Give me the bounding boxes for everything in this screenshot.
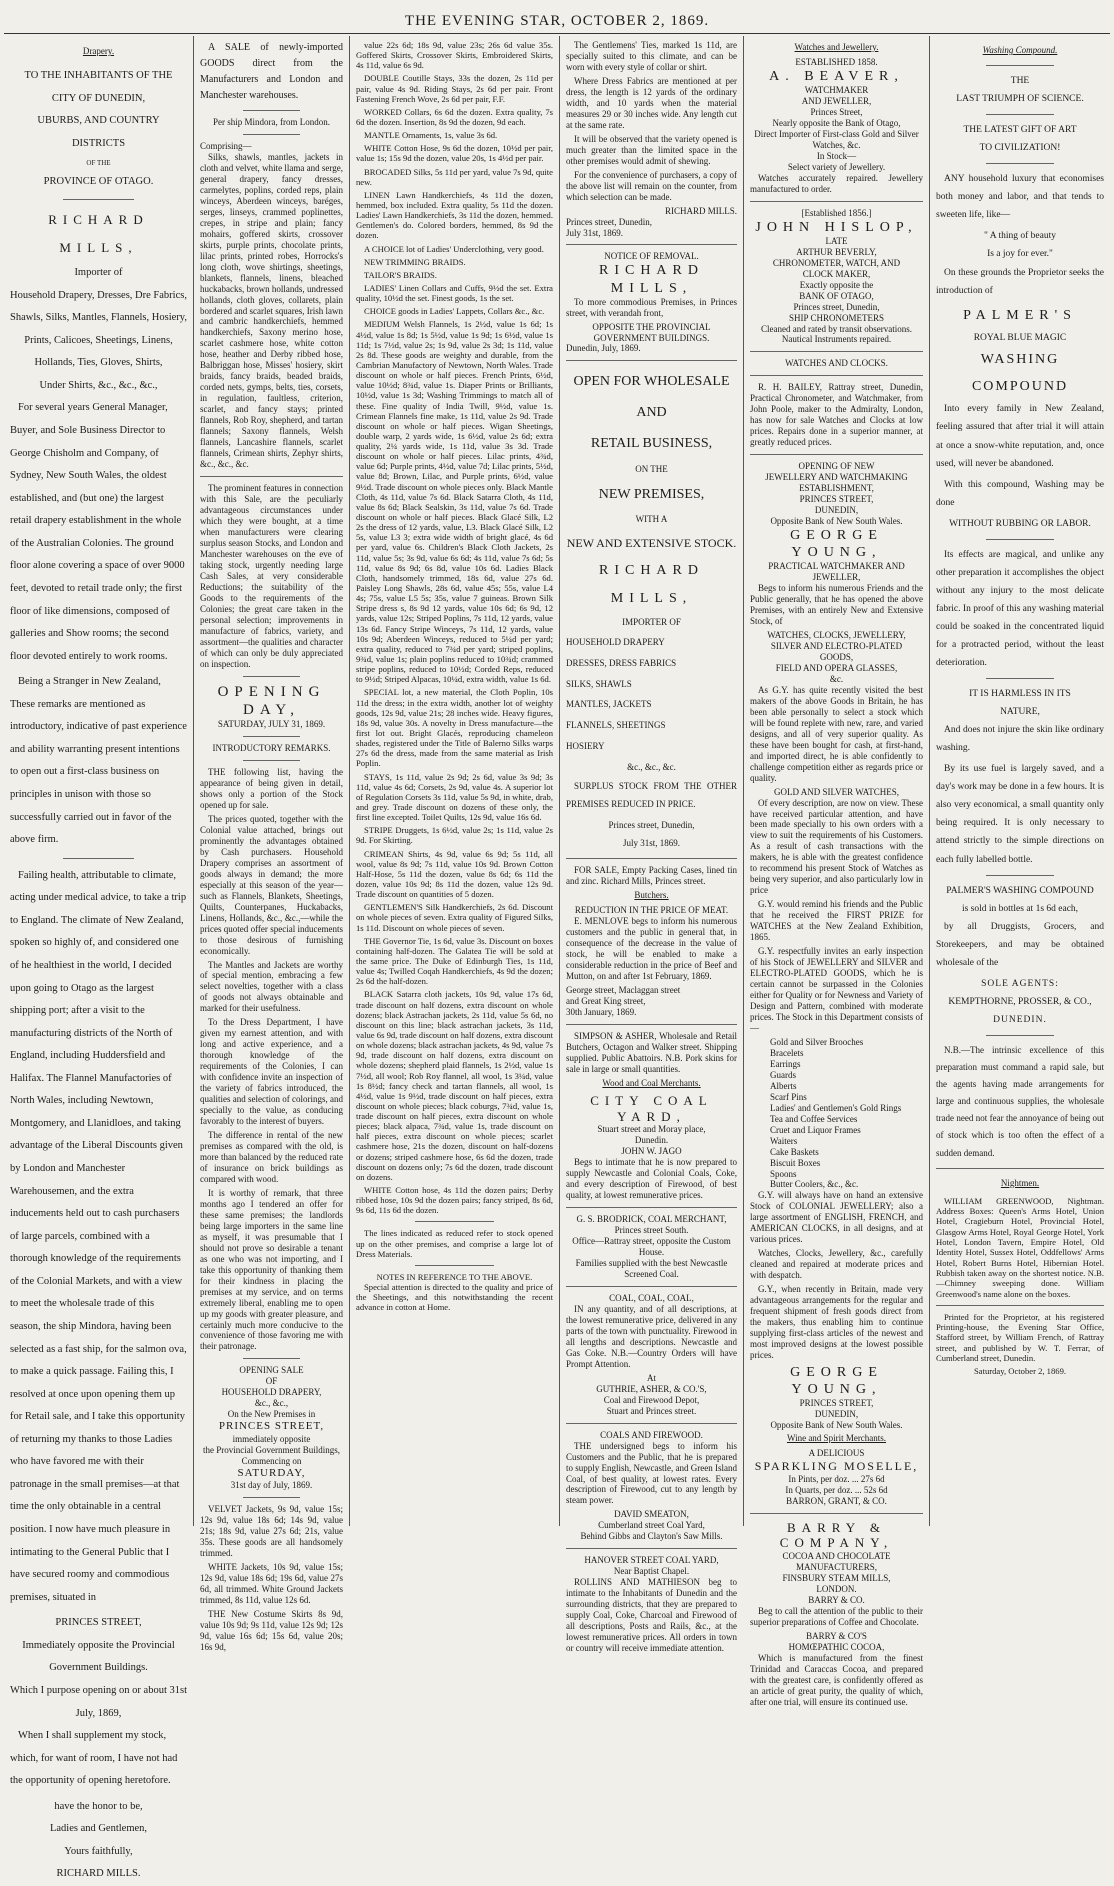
smeaton-location: Behind Gibbs and Clayton's Saw Mills. (580, 1531, 723, 1542)
barry-line: BARRY & CO. (808, 1595, 865, 1606)
remark-3: The Mantles and Jackets are worthy of special mention, embracing a few select novelties, together with a class of goods not always obtainable and marked for their usefulness. (200, 959, 343, 1014)
price-item: BLACK Satarra cloth jackets, 10s 9d, value 17s 6d, trade discount on half dozens, extra discount on whole dozens; black Astrachan jackets, 2s 11d, value 5s 6d, no discount on this line; black astrachan jackets, 3s 11d, value 6s 9d, trade discount on half dozens, extra discount on whole dozens; black astrachan jackets, 4s 9d, value 7s 9d, trade discount on half dozens, extra discount on whole dozens; shepherd plaid flannels, 1s 2½d, value 1s 7½d, all wool; Rob Roy flannel, all wool, 1s 3¼d, value 1s 8½d; fancy check and tartan flannels, all wool, 1s 4½d, value 1s 9½d, trade discount on half pieces, extra discount on whole pieces; black coburgs, 7¾d, value 1s, trade discount on half pieces, extra discount on whole pieces; black alpaca, 7¾d, value 1s, trade discount on half pieces, extra discount on whole pieces; scarlet cashmere hose, 21s the dozen, discount on half-dozens or dozens; striped cashmere hose, 6s 6d the dozen, trade discount on dozens only; 7s 6d the dozen, trade discount on dozens. (356, 989, 553, 1182)
latest-gift: THE LATEST GIFT OF ART (963, 125, 1077, 136)
brodrick-address: Princes street South. (614, 1225, 689, 1236)
date-line: July 31st, 1869. (566, 227, 624, 238)
stock-line: HOSIERY (566, 740, 605, 751)
young-role: PRACTICAL WATCHMAKER AND JEWELLER, (768, 561, 905, 583)
goods-line-4: Hollands, Ties, Gloves, Shirts, (34, 357, 163, 369)
homeopathic-body: Which is manufactured from the finest Trinidad and Caraccas Cocoa, and prepared with the greatest care, is confidently offered as an article of great purity, the quality of which, after one trial, will ensure its continued use. (750, 1652, 923, 1707)
coal-at: At (647, 1372, 656, 1383)
meat-address: and Great King street, (566, 995, 646, 1006)
signature: RICHARD MILLS. (56, 1868, 141, 1880)
divider (750, 351, 923, 352)
sold-in-bottles: is sold in bottles at 1s 6d each, (961, 903, 1079, 914)
barron-grant: BARRON, GRANT, & CO. (786, 1495, 887, 1506)
price-item: DOUBLE Coutille Stays, 33s the dozen, 2s 11d per pair, value 4s 9d. Riding Stays, 2s 6d per pair. Front Fastening French Wove, 2s 6d per pair, F.F. (356, 73, 553, 104)
features-paragraph: The prominent features in connection with this Sale, are the peculiarly advantageous circumstances under which they were bought, at a time when manufacturers were clearing surplus season Stocks, and London and Manchester warehouses on the eve of taking stock, urgently needing large Cash Sales, at very considerable Reductions; the suitability of the Goods to the requirements of the Colonies; the great care taken in the personal selection; improvements in manufacture of fabrics, variety, and assortment—the qualities and character of which can only be duly appreciated on inspection. (200, 483, 343, 669)
coal-depot: Coal and Firewood Depot, (603, 1394, 700, 1405)
stock-line: MANTLES, JACKETS (566, 699, 652, 710)
reduced-note: The lines indicated as reduced refer to stock opened up on the other premises, and comprise a large lot of Dress Materials. (356, 1228, 553, 1259)
hislop-line: Princes street, Dunedin, (793, 301, 880, 312)
closing-3: Yours faithfully, (64, 1845, 133, 1857)
stock-item: Alberts (770, 1080, 797, 1091)
brodrick-name: G. S. BRODRICK, COAL MERCHANT, (576, 1214, 727, 1225)
ties-note: The Gentlemens' Ties, marked 1s 11d, are specially suited to this climate, and can be worn with every style of collar or shirt. (566, 40, 737, 72)
remark-2: The prices quoted, together with the Colonial value attached, brings out prominently the advantages obtained by Cash purchasers. Household Drapery comprises an assortment of goods always in demand; the more especially at this season of the year—such as Flannels, Blankets, Sheetings, Quilts, Counterpanes, Huckabacks, Linens, Hollands, &c., &c.,—while the prices quoted offer special inducements to those desirous of furnishing economically. (200, 813, 343, 956)
body-paragraph-2: Being a Stranger in New Zealand, These remarks are mentioned as introductory, indicative of past experience and ability warranting present intentions to open out a first-class business on principles in unison with those so successfully carried out in favor of the above firm. (10, 676, 187, 846)
column-5 (744, 36, 930, 1707)
section-wood-coal: Wood and Coal Merchants. (602, 1077, 701, 1088)
civilization: TO CIVILIZATION! (979, 143, 1061, 154)
moselle-heading: SPARKLING MOSELLE, (754, 1458, 919, 1473)
established-2: [Established 1856.] (801, 207, 872, 218)
divider (566, 244, 737, 245)
remark-5: The difference in rental of the new premises as compared with the old, is more than balanced by the reduced rate of insurance on brick buildings as compared with wood. (200, 1130, 343, 1184)
open-line-4: NEW PREMISES, (598, 486, 705, 502)
divider (750, 375, 923, 376)
price-item: NEW TRIMMING BRAIDS. (364, 256, 466, 267)
variety-note: It will be observed that the variety opened is much greater than the limited space in the other premises would admit of shewing. (566, 133, 737, 166)
stock-item: Cake Baskets (770, 1146, 819, 1157)
delicious-label: A DELICIOUS (808, 1448, 865, 1458)
quote-2: Is a joy for ever." (987, 249, 1053, 260)
sale-line-11: 31st day of July, 1869. (230, 1479, 313, 1490)
sale-line-5: On the New Premises in (227, 1409, 316, 1420)
sale-line-7: immediately opposite (232, 1433, 311, 1444)
signature: RICHARD MILLS. (664, 205, 737, 216)
hislop-name: JOHN HISLOP, (755, 219, 918, 235)
divider (566, 1423, 737, 1424)
goods-line-5: Under Shirts, &c., &c., &c., (39, 379, 158, 391)
young-paragraph-7: G.Y., when recently in Britain, made very advantageous arrangements for the regular and frequent shipment of fresh goods direct from the makers, thus enabling him to continue supplying first-class articles of the newest and most improved designs at the lowest possible prices. (750, 1284, 923, 1360)
price-quarts: In Quarts, per doz. ... 52s 6d (785, 1484, 888, 1495)
smeaton-yard: Cumberland street Coal Yard, (598, 1520, 705, 1531)
imprint-date: Saturday, October 2, 1869. (973, 1366, 1067, 1377)
body-paragraph-5: When I shall supplement my stock, which, for want of room, I have not had the opportunity of opening heretofore. (10, 1730, 178, 1787)
divider (986, 539, 1053, 540)
masthead (0, 0, 1114, 30)
established: ESTABLISHED 1858. (795, 56, 878, 67)
copy-note: For the convenience of purchasers, a copy of the above list will remain on the counter, from which selection can be made. (566, 169, 737, 202)
washing-p7: By its use fuel is largely saved, and a day's work may be done in a few hours. It is also very economical, a small quantity only being required. It is only necessary to attend strictly to the simple directions on each fully labelled bottle. (936, 764, 1104, 865)
divider (200, 476, 343, 477)
opening-line: OPENING OF NEW (798, 461, 875, 472)
imprint: Printed for the Proprietor, at his registered Printing-house, the Evening Star Office, Stafford street, by William French, of Rattray street, and published by W. T. Ferrar, of Cumberland street, Dunedin. (936, 1311, 1104, 1364)
young-paragraph-3: G.Y. would remind his friends and the Public that he received the FIRST PRIZE for WATCHES at the New Zealand Exhibition, 1865. (750, 899, 923, 943)
divider (63, 199, 134, 200)
stock-item: Earrings (770, 1058, 801, 1069)
divider (566, 858, 737, 859)
harmless-2: NATURE, (1000, 707, 1040, 718)
divider (415, 1221, 494, 1222)
section-wine: Wine and Spirit Merchants. (786, 1433, 887, 1444)
washing-p2: On these grounds the Proprietor seeks the introduction of (936, 267, 1104, 296)
price-item: value 22s 6d; 18s 9d, value 23s; 26s 6d value 35s. Goffered Skirts, Crossover Skirts, Embroidered Skirts, 4s 11d, value 6s 9d. (356, 40, 553, 71)
young-paragraph-5: G.Y. will always have on hand an extensive Stock of COLONIAL JEWELLERY; also a large assortment of ENGLISH, FRENCH, and AMERICAN CLOCKS, in all designs, and at various prices. (750, 1190, 923, 1245)
divider (986, 163, 1053, 164)
hislop-line: Exactly opposite the (799, 279, 874, 290)
young-name: GEORGE YOUNG, (790, 528, 883, 561)
section-butchers: Butchers. (634, 890, 669, 901)
coal-dealer: GUTHRIE, ASHER, & CO.'S, (596, 1383, 707, 1394)
hislop-line: Cleaned and rated by transit observations. (761, 323, 912, 334)
divider (566, 1286, 737, 1287)
hislop-line: ARTHUR BEVERLY, (796, 246, 877, 257)
washing-compound-heading: WASHING COMPOUND (971, 352, 1069, 394)
young-paragraph-4: G.Y. respectfully invites an early inspection of his Stock of JEWELLERY and SILVER and ELECTRO-PLATED GOODS, which he is certain cannot be surpassed in the Colonies either for Quality or for Newness and Variety of Design and Pattern, combined with moderate prices. The Stock in this Department consists of— (750, 946, 923, 1033)
price-item: WORKED Collars, 6s 6d the dozen. Extra quality, 7s 6d the dozen. Insertion, 8s 9d the dozen, 9d each. (356, 106, 553, 127)
stock-item: Scarf Pins (770, 1091, 807, 1102)
address-line: Princes street, Dunedin, (566, 216, 652, 227)
price-item: TAILOR'S BRAIDS. (364, 269, 437, 280)
removal-heading: NOTICE OF REMOVAL. (604, 251, 699, 262)
barry-line: LONDON. (816, 1584, 857, 1595)
quote-1: " A thing of beauty (984, 231, 1056, 242)
stock-item: Guards (770, 1069, 796, 1080)
city-coal-yard: CITY COAL YARD, (590, 1092, 713, 1124)
dunedin: DUNEDIN. (993, 1014, 1047, 1025)
sale-line-10: SATURDAY, (237, 1466, 306, 1479)
stock-line: SILKS, SHAWLS (566, 678, 632, 689)
advertiser-name: RICHARD MILLS, (48, 212, 149, 256)
washing-p4: With this compound, Washing may be done (936, 479, 1104, 508)
price-item: BROCADED Silks, 5s 11d per yard, value 7s 9d, quite new. (356, 166, 553, 187)
yard-city: Dunedin. (634, 1135, 669, 1146)
price-item: MEDIUM Welsh Flannels, 1s 2½d, value 1s 6d; 1s 4½d, value 1s 8d; 1s 5½d, value 1s 9d; 1s 6½d, value 1s 11d; 1s 7½d, value 2s; 1s 9d, value 2s 3d; 1s 11d, value 2s 8d. These goods are weighty and durable, from the Cambrian Manufactory of Newtown, North Wales. Trade discount on whole or half pieces. French Prints, 6½d, value 10½d; 8¾d, value 1s. Diaper Prints or Brilliants, 10½d, value 1s 3d; Washing Trimmings to match all of these. Fine quality of India Twill, 9½d, value 1s. Crimean Flannels fine make, 1s 11d, value 2s 9d. Trade discount on whole or half pieces. Wigan Sheetings, double warp, 2 yards wide, 1s 6½d, value 2s 6d; extra quality, 2¼ yards wide, 1s 11d, value 3s 3d. Trade discount on whole or half pieces. Lilac prints, 4¾d, value 6d; Purple prints, 4½d, value 7d; Lilac prints, 5½d, value 8d; Brown, Lilac, and Purple prints, 6½d, value 9½d. Trade discount on whole pieces only. Black Mantle Cloth, 4s 11d, value 7s 6d. Black Satarra Cloth, 4s 11d, value 8s 6d; Black Sealskin, 3s 11d, value 7s 6d. Trade discount on whole or half pieces. Black Glacé Silk, L2 2s the dress of 12 yards, value, L3. Black Glacé Silk, L2 5s, value L3 3; extra wide width of bright glacé, 4s 6d per yard, value 6s. Children's Black Cloth Jackets, 2s 11d, value 5s; 3s 9d, value 6s 6d; 4s 11d, value 7s 6d; 5s 11d, value 8s 9d; 6s 8d, value 10s 6d. Ladies Black Cloth, handsomely trimmed, 18s 6d, value 27s 6d. Paisley Long Shawls, 28s 6d, value 45s; 55s, value L4 4s; 75s, value L5 5s; 35s, value 7 guineas. Brown Silk Stripe dress s, 8s 9d 12 yards, value 10s 6d; 6s 9d, 12 yards, value 12s; Striped Poplins, 7s 11d, 12 yards, value 13s 6d. Fancy Stripe Winceys, 7s 11d, 12 yards, value 10s 9d; Aberdeen Winceys, reduced to 5¼d per yard; extra quality, reduced to 7¾d per yard; striped poplins, 9¾d, value 1s; plain poplins reduced to 10¾d; crammed stripe poplins, reduced to 10½d; Corded Reps, reduced to 9½d; Striped Alpacas, 10¼d, extra width, value 1s 6d. (356, 319, 553, 685)
beaver-line: Princes Street, (810, 106, 863, 117)
opening-line: ESTABLISHMENT, (799, 483, 874, 494)
divider (415, 1265, 494, 1266)
stock-item: Butter Coolers, &c., &c. (770, 1179, 859, 1190)
beaver-repairs: Watches accurately repaired. Jewellery manufactured to order. (750, 172, 923, 194)
remark-4: To the Dress Department, I have given my earnest attention, and with long and active experience, and a thorough knowledge of the requirements of the Colonies, I can with confidence invite an inspection of the variety of fabrics introduced, the qualities and selection of colorings, and specially to the value, as conducing favorably to the interest of buyers. (200, 1017, 343, 1127)
intro-line-3: UBURBS, AND COUNTRY DISTRICTS (37, 115, 160, 150)
beaver-stock: In Stock— (816, 150, 857, 161)
sale-line-1: OPENING SALE (239, 1365, 304, 1376)
royal-blue: ROYAL BLUE MAGIC (973, 333, 1067, 344)
velvet-jackets: VELVET Jackets, 9s 9d, value 15s; 12s 9d, value 18s 6d; 14s 9d, value 21s; 18s 9d, value 27s 6d; 21s, value 35s. These goods are all handsomely trimmed. (200, 1503, 343, 1558)
hanover-address: Near Baptist Chapel. (613, 1566, 690, 1577)
dress-length-note: Where Dress Fabrics are mentioned at per dress, the length is 12 yards of the ordinary width, and 10 yards when the material measures 29 or 30 inches wide. Any length cut at the same rate. (566, 75, 737, 130)
coal-heading: COAL, COAL, COAL, (609, 1292, 694, 1303)
sale-line-9: Commencing on (241, 1455, 302, 1466)
young-paragraph-6: Watches, Clocks, Jewellery, &c., carefully cleaned and repaired at moderate prices and with despatch. (750, 1248, 923, 1281)
open-line-1: OPEN FOR WHOLESALE AND (573, 374, 730, 421)
open-line-3: ON THE (635, 463, 668, 474)
goods-line-2: Shawls, Silks, Mantles, Flannels, Hosiery, (10, 312, 187, 324)
price-item: MANTLE Ornaments, 1s, value 3s 6d. (364, 130, 498, 141)
body-paragraph-3: Failing health, attributable to climate, acting under medical advice, to take a trip to England. The climate of New Zealand, spoken so highly of, and considered one of he healthiest in the world, I decided upon going to Otago as the largest shipping port; after a visit to the manufacturing districts of the North of England, including Huddersfield and Halifax. The Flannel Manufactories of North Wales, including Newtown, Montgomery, and Llanidloes, and taking advantage of the Liberal Discounts given by London and Manchester Warehousemen, and the extra inducements held out to cash purchasers of large parcels, combined with a thorough knowledge of the requirements of the Colonial Markets, and with a view to meet the wholesale trade of this season, the ship Mindora, having been selected as a fast ship, for the salmon ova, to make a quick passage. Failing this, I resolved at once upon opening them up for Retail sale, and I take this opportunity of returning my thanks to those Ladies who have favored me with their patronage in the small premises—at that time the only obtainable in a central position. I now have much pleasure in intimating to the General Public that I have secured roomy and commodious premises, situated in (10, 869, 187, 1603)
divider (243, 1358, 300, 1359)
coal-street: Stuart and Princes street. (606, 1405, 697, 1416)
meat-date: 30th January, 1869. (566, 1006, 637, 1017)
price-item: THE Governor Tie, 1s 6d, value 3s. Discount on boxes containing half-dozen. The Galatea Tie will be sold at the same price. The Duke of Edinburgh Ties, 1s 11d, value 4s; Twilled Coqah Handkerchiefs, 4s 9d the dozen; 2s 6d the half-dozen. (356, 935, 553, 987)
open-line-2: RETAIL BUSINESS, (590, 436, 713, 452)
opening-date: SATURDAY, JULY 31, 1869. (217, 719, 326, 730)
washing-p8: by all Druggists, Grocers, and Storekeepers, and may be obtained wholesale of the (936, 921, 1104, 968)
opening-line: Opposite Bank of New South Wales. (770, 516, 903, 527)
stock-line: DRESSES, DRESS FABRICS (566, 658, 677, 669)
hislop-line: CLOCK MAKER, (802, 268, 871, 279)
barry-body: Beg to call the attention of the public to their superior preparations of Coffee and Chocolate. (750, 1606, 923, 1628)
divider (243, 134, 300, 135)
young-address: DUNEDIN, (814, 1409, 859, 1420)
goods-list: Silks, shawls, mantles, jackets in cloth and velvet, white llama and serge, general drapery, fancy dresses, carmelytes, poplins, corded reps, plain winceys, Aberdeen winceys, baréges, serges, linseys, crammed poplinettes, crepes, in stripe and plain; fancy mohairs, goffered skirts, crossover skirts, purple prints, chocolate prints, lilac prints, printed robes, Horrocks's long cloth, wove shirtings, sheetings, blankets, flannels, linens, bleached huckabacks, brown hollands, undressed hollands, cloth gloves, collarets, plain bordered and scarlet squares, Irish lawn and cambric handkerchiefs, hemmed handkerchiefs, Saxony merino hose, scarlet cashmere hose, white cotton hose, heather and Derby ribbed hose, Balbriggan hose, Misses' hosiery, skirt braids, fancy braids, beaded braids, corded nets, gymps, belts, ties, corsets, in regulation, faultless, criterion, scarlet, and fancy stays; printed flannels, Rob Roy, shepherd, and tartan flannels; Saxony flannels, Welsh flannels, Lancashire flannels, scarlet flannels, Crimean shirts, Zephyr shirts, &c., &c., &c. (200, 151, 343, 470)
stock-item: Spoons (770, 1168, 797, 1179)
stock-item: Tea and Coffee Services (770, 1113, 858, 1124)
hislop-line: LATE (825, 235, 848, 246)
stock-item: Bracelets (770, 1047, 804, 1058)
ship-line: Per ship Mindora, from London. (213, 117, 330, 127)
divider (243, 1497, 300, 1498)
beaver-line: Nearly opposite the Bank of Otago, (772, 117, 901, 128)
young-stock: SILVER AND ELECTRO-PLATED (770, 640, 903, 651)
open-line-6: NEW AND EXTENSIVE STOCK. (566, 536, 737, 551)
sale-heading: A SALE of newly-imported GOODS direct from the Manufacturers and London and Manchester warehouses. (200, 42, 343, 101)
price-item: GENTLEMEN'S Silk Handkerchiefs, 2s 6d. Discount on whole pieces of seven. Extra quality of Figured Silks, 1s 11d. Discount on whole pieces of seven. (356, 902, 553, 933)
the-label: THE (1010, 76, 1030, 87)
body-paragraph-1: For several years General Manager, Buyer, and Sole Business Director to George Chisholm and Company, of Sydney, New South Wales, the oldest established, and (but one) the largest retail drapery establishment in the whole of the Australian Colonies. The ground floor alone covering a space of over 9000 feet, devoted to retail trade only; the first floor of like dimensions, composed of galleries and Show rooms; the second floor devoted entirely to work rooms. (10, 402, 185, 662)
divider (750, 1513, 923, 1514)
divider (243, 110, 300, 111)
hislop-line: CHRONOMETER, WATCH, AND (772, 257, 901, 268)
surplus-notice: SURPLUS STOCK FROM THE OTHER PREMISES REDUCED IN PRICE. (566, 781, 737, 810)
meat-body: E. MENLOVE begs to inform his numerous customers and the public in general that, in consequence of the decrease in the value of stock, he will be enabled to make a considerable reduction in the price of Beef and Mutton, on and after 1st February, 1869. (566, 916, 737, 981)
homeopathic-cocoa: HOMŒPATHIC COCOA, (788, 1641, 885, 1652)
washing-p5: Its effects are magical, and unlike any other preparation it accomplishes the object without any injury to the most delicate fabric. In proof of this any washing material could be soaked in the concentrated liquid for a protracted period, without the least deterioration. (936, 549, 1104, 669)
divider (243, 676, 300, 677)
opening-line: DUNEDIN, (814, 505, 859, 516)
remarks-heading: INTRODUCTORY REMARKS. (212, 743, 331, 754)
closing-2: Ladies and Gentlemen, (49, 1823, 148, 1835)
watches-clocks-heading: WATCHES AND CLOCKS. (785, 358, 888, 369)
removal-name: RICHARD MILLS, (598, 263, 704, 296)
divider (936, 1305, 1104, 1306)
stock-line: &c., &c., &c. (627, 761, 676, 772)
bailey-ad: R. H. BAILEY, Rattray street, Dunedin, Practical Chronometer, and Watchmaker, from John Poole, maker to the Admiralty, London, has now for sale Watches and Clocks at low prices. Repairs done in a superior manner, at greatly reduced prices. (750, 382, 923, 448)
smeaton-name: DAVID SMEATON, (614, 1509, 689, 1520)
sale-line-4: &c., &c., (254, 1398, 289, 1409)
price-item: SPECIAL lot, a new material, the Cloth Poplin, 10s 11d the dress; in the extra width, another lot of weighty goods, 12s 9d, value 21s; 28 inches wide. Heavy figures, 18s 9d, value 30s. A novelty in Dress manufacture—the first lot out. Bright Glacés, reproducing chameleon shades, registered under the Title of Balerno Silks warps 27s 6d the dress, made from the same material as Irish Poplin. (356, 687, 553, 769)
divider (750, 454, 923, 455)
column-3 (350, 36, 560, 1526)
stock-item: Waiters (770, 1135, 798, 1146)
divider (566, 1024, 737, 1025)
notes-body: Special attention is directed to the quality and price of the Sheetings, and this notwithstanding the recent advance in cotton at Home. (356, 1282, 553, 1313)
hislop-line: Nautical Instruments repaired. (781, 334, 892, 345)
price-pints: In Pints, per doz. ... 27s 6d (788, 1473, 885, 1484)
open-line-5: WITH A (635, 514, 668, 525)
sale-line-2: OF (265, 1376, 278, 1387)
barry-cocoa: BARRY & CO'S (806, 1631, 867, 1641)
price-item: LADIES' Linen Collars and Cuffs, 9½d the set. Extra quality, 10½d the set. Finest goods, 1s the set. (356, 282, 553, 304)
column-2 (194, 36, 350, 1652)
section-nightmen: Nightmen. (1000, 1177, 1040, 1188)
newspaper-page (4, 36, 1110, 1880)
harmless-1: IT IS HARMLESS IN ITS (969, 689, 1071, 700)
coal-body: IN any quantity, and of all descriptions, at the lowest remunerative price, delivered in any parts of the town with punctuality. Firewood in all lengths and descriptions. Newcastle and Gas Coke. N.B.—Country Orders will have Prompt Attention. (566, 1303, 737, 1369)
yard-address: Stuart street and Moray place, (597, 1124, 706, 1135)
intro-line-1: TO THE INHABITANTS OF THE (24, 70, 173, 82)
gold-silver-heading: GOLD AND SILVER WATCHES, (773, 786, 899, 797)
barry-name: BARRY & COMPANY, (779, 1519, 894, 1551)
hanover-heading: HANOVER STREET COAL YARD, (584, 1555, 719, 1566)
surplus-date: July 31st, 1869. (622, 838, 680, 849)
opening-line: JEWELLERY AND WATCHMAKING (765, 472, 908, 483)
simpson-asher-ad: SIMPSON & ASHER, Wholesale and Retail Butchers, Octagon and Walker street. Shipping supplied. Public Abattoirs. N.B. Pork skins for sale in large or small quantities. (566, 1030, 737, 1074)
column-6 (930, 36, 1110, 1526)
divider (63, 858, 134, 859)
advertiser-role: Importer of (74, 267, 123, 279)
closing-1: have the honor to be, (54, 1800, 143, 1812)
palmers-heading: PALMER'S (963, 307, 1077, 323)
beaver-line: AND JEWELLER, (801, 95, 872, 106)
hislop-line: BANK OF OTAGO, (799, 290, 874, 301)
washing-p1: ANY household luxury that economises both money and labor, and that tends to sweeten life, like— (936, 174, 1104, 221)
washing-p6: And does not injure the skin like ordinary washing. (936, 725, 1104, 754)
beaver-line: WATCHMAKER (804, 85, 869, 96)
divider (750, 201, 923, 202)
without-rubbing: WITHOUT RUBBING OR LABOR. (949, 518, 1091, 529)
opening-day-heading: OPENING DAY, (217, 683, 326, 718)
column-4 (560, 36, 744, 1654)
stock-line: HOUSEHOLD DRAPERY (566, 637, 665, 648)
goods-line-1: Household Drapery, Dresses, Dre Fabrics, (10, 289, 187, 301)
price-item: LINEN Lawn Handkerchiefs, 4s 11d the dozen, hemmed, box included. Extra quality, 5s 11d the dozen. Ladies' Lawn Handkerchiefs, 3s 11d the dozen, hemmed. Gentlemen's do. Colored borders, hemmed, 8s 9d the dozen. (356, 189, 553, 241)
coals-firewood-body: THE undersigned begs to inform his Customers and the Public, that he is prepared to supply English, Newcastle, and Green Island Coal, of best quality, at lowest rates. Every description of Firewood, cut to any length by steam power. (566, 1440, 737, 1506)
price-item: STRIPE Druggets, 1s 6½d, value 2s; 1s 11d, value 2s 9d. For Skirting. (356, 825, 553, 846)
street-name: PRINCES STREET, (55, 1617, 142, 1629)
intro-line-5: PROVINCE OF OTAGO. (43, 175, 154, 187)
rollins-body: ROLLINS AND MATHIESON beg to intimate to the Inhabitants of Dunedin and the surrounding districts, that they are prepared to supply Coal, Coke, Charcoal and Firewood of all descriptions, Posts and Rails, &c., at the lowest remunerative prices. All orders in town or country will receive immediate attention. (566, 1577, 737, 1654)
young-body: Begs to inform his numerous Friends and the Public generally, that he has opened the above Premises, with an entirely New and Extensive Stock, of (750, 583, 923, 627)
sole-agents: SOLE AGENTS: (981, 978, 1059, 989)
removal-opposite: OPPOSITE THE PROVINCIAL GOVERNMENT BUILDINGS. (592, 321, 711, 343)
brodrick-office: Office—Rattray street, opposite the Custom House. (572, 1236, 731, 1258)
young-stock: FIELD AND OPERA GLASSES, (775, 662, 898, 673)
goods-line-3: Prints, Calicoes, Sheetings, Linens, (24, 334, 173, 346)
masthead-rule (4, 33, 1110, 34)
stock-item: Ladies' and Gentlemen's Gold Rings (770, 1102, 902, 1113)
white-jackets: WHITE Jackets, 10s 9d, value 15s; 12s 9d, value 18s 6d; 19s 6d, value 27s 6d, all trimmed. White Ground Jackets trimmed, 8s 11d, value 12s 6d. (200, 1561, 343, 1605)
sale-line-8: the Provincial Government Buildings, (203, 1444, 340, 1455)
young-name-2: GEORGE YOUNG, (790, 1364, 883, 1398)
section-watches: Watches and Jewellery. (794, 42, 879, 52)
price-item: CHOICE goods in Ladies' Lappets, Collars &c., &c. (364, 306, 545, 317)
comprising-label: Comprising— (200, 140, 252, 151)
price-item: WHITE Cotton Hose, 9s 6d the dozen, 10½d per pair, value 1s; 15s 9d the dozen, value 20s, 1s 4½d per pair. (356, 143, 553, 164)
stock-line: FLANNELS, SHEETINGS (566, 720, 666, 731)
pwc-heading: PALMER'S WASHING COMPOUND (946, 885, 1094, 896)
washing-nb: N.B.—The intrinsic excellence of this preparation must command a rapid sale, but the agents having made arrangements for large and continuous supplies, the wholesale trade need not fear the annoyance of being out of stock which is too often the effect of a sudden demand. (936, 1044, 1104, 1158)
divider (986, 1035, 1053, 1036)
divider (986, 114, 1053, 115)
young-address: Opposite Bank of New South Wales. (770, 1420, 903, 1431)
divider (243, 760, 300, 761)
notes-heading: NOTES IN REFERENCE TO THE ABOVE. (376, 1271, 533, 1282)
divider (566, 1207, 737, 1208)
sale-line-6: PRINCES STREET, (218, 1420, 325, 1433)
removal-body: To more commodious Premises, in Princes street, with verandah front, (566, 296, 737, 318)
remark-6: It is worthy of remark, that three months ago I tendered an offer for these same premises; the landlords being large importers in the same line as myself, it was presumable that I should not prove so desirable a tenant as one who was not importing, and I take this opportunity of thanking them for their kindness in placing the premises at my service, and on terms extremely liberal, enabling me to open up my goods with greater pleasure, and certainly much more conducive to the convenience of those favoring me with their patronage. (200, 1187, 343, 1352)
beaver-stock: Select variety of Jewellery. (787, 161, 886, 172)
divider (986, 65, 1053, 66)
sale-line-3: HOUSEHOLD DRAPERY, (221, 1387, 322, 1398)
young-stock: GOODS, (819, 651, 854, 662)
divider (986, 875, 1053, 876)
price-item: CRIMEAN Shirts, 4s 9d, value 6s 9d; 5s 11d, all wool, value 8s 9d; 7s 11d, value 10s 9d. Brown Cotton Half-Hose, 5s 11d the dozen, value 8s 6d; 6s 11d the dozen, value 10s 9d; 8s 11d the dozen, value 12s 9d. Trade discount on quantities of 5 dozen. (356, 848, 553, 900)
last-triumph: LAST TRIUMPH OF SCIENCE. (956, 94, 1084, 105)
young-paragraph-1: As G.Y. has quite recently visited the best makers of the above Goods in Britain, he has been able personally to select a stock which will be found replete with new, rare, and varied designs, and all of very superior quality. As these have been bought for cash, at first-hand, and imported direct, he is able confidently to challenge competition either as regards price or quality. (750, 684, 923, 783)
meat-address: George street, Maclaggan street (566, 984, 681, 995)
young-paragraph-2: Of every description, are now on view. These have received particular attention, and have been made specially to his own orders with a view to suit the requirements of his Customers. As a result of cash transactions with the makers, he is able with the greatest confidence to recommend his present Stock of Watches as being very superior, and also particularly low in price (750, 797, 923, 896)
barry-line: FINSBURY STEAM MILLS, (782, 1573, 891, 1584)
opening-line: PRINCES STREET, (799, 494, 874, 505)
section-drapery: Drapery. (82, 46, 115, 56)
costume-skirts: THE New Costume Skirts 8s 9d, value 10s 9d; 9s 11d, value 12s 9d; 12s 9d, value 16s 6d; 15s 6d, value 20s; 16s 9d, (200, 1608, 343, 1652)
surplus-address: Princes street, Dunedin, (608, 820, 695, 831)
barry-line: COCOA AND CHOCOLATE (782, 1551, 891, 1562)
jago-body: Begs to intimate that he is now prepared to supply Newcastle and Colonial Coals, Coke, and every description of Firewood, of best quality, at lowest remunerative prices. (566, 1157, 737, 1201)
stock-item: Biscuit Boxes (770, 1157, 821, 1168)
divider (243, 736, 300, 737)
divider (986, 678, 1053, 679)
young-stock: &c. (829, 673, 844, 684)
price-item: WHITE Cotton hose, 4s 11d the dozen pairs; Derby ribbed hose, 10s 9d the dozen pairs; fancy striped, 8s 6d, 9s 6d, 11s 6d the dozen. (356, 1185, 553, 1216)
opening-date: Which I purpose opening on or about 31st July, 1869, (10, 1684, 188, 1719)
for-sale-notice: FOR SALE, Empty Packing Cases, lined tin and zinc. Richard Mills, Princes street. (566, 865, 737, 887)
stock-item: Gold and Silver Brooches (770, 1036, 864, 1047)
intro-line-2: CITY OF DUNEDIN, (51, 92, 146, 104)
beaver-line: Direct Importer of First-class Gold and Silver Watches, &c. (754, 128, 919, 150)
barry-line: MANUFACTURERS, (795, 1562, 878, 1573)
washing-p3: Into every family in New Zealand, feeling assured that after trial it will attain at once a snow-white reputation, and, once used, will never be abandoned. (936, 404, 1104, 469)
price-item: STAYS, 1s 11d, value 2s 9d; 2s 6d, value 3s 9d; 3s 11d, value 4s 6d; Corsets, 2s 9d, value 4s. A superior lot of Regulation Corsets 3s 11d, value 5s 9d, in white, drab, and grey. Trade discount on dozens of these only, the first line excepted. Toilet Quilts, 12s 9d, value 16s 6d. (356, 771, 553, 823)
young-stock: WATCHES, CLOCKS, JEWELLERY, (767, 630, 906, 640)
remark-1: THE following list, having the appearance of being given in detail, shows only a portion of the Stock opened up for sale. (200, 767, 343, 810)
price-item: A CHOICE lot of Ladies' Underclothing, very good. (364, 243, 544, 254)
importer-label: IMPORTER OF (622, 616, 681, 627)
advertiser-name: RICHARD MILLS, (598, 562, 704, 606)
greenwood-ad: WILLIAM GREENWOOD, Nightman. Address Boxes: Queen's Arms Hotel, Union Hotel, Cragieburn Hotel, Provincial Hotel, Glasgow Arms Hotel, Royal George Hotel, York Hotel, London Tavern, Empire Hotel, Old Identity Hotel, Sussex Hotel, Oddfellows' Arms Hotel, Robert Burns Hotel, Hibernian Hotel. Rubbish taken away on the shortest notice. N.B.—Chimney sweeping done. William Greenwood's name alone on the boxes. (936, 1195, 1104, 1299)
jago-name: JOHN W. JAGO (621, 1146, 682, 1157)
coals-firewood-heading: COALS AND FIREWOOD. (600, 1429, 703, 1440)
opposite-note: Immediately opposite the Provincial Government Buildings. (22, 1639, 175, 1674)
divider (936, 1168, 1104, 1169)
hislop-line: SHIP CHRONOMETERS (789, 312, 884, 323)
section-washing: Washing Compound. (982, 45, 1058, 55)
beaver-name: A. BEAVER, (769, 68, 904, 84)
newspaper-title: THE EVENING STAR, OCTOBER 2, 1869. (404, 13, 710, 29)
column-1 (4, 36, 194, 1880)
divider (566, 360, 737, 361)
kempthorne: KEMPTHORNE, PROSSER, & CO., (948, 996, 1092, 1007)
stock-item: Cruet and Liquor Frames (770, 1124, 861, 1135)
young-address: PRINCES STREET, (799, 1398, 874, 1409)
meat-heading: REDUCTION IN THE PRICE OF MEAT. (574, 905, 729, 916)
divider (566, 1548, 737, 1549)
brodrick-families: Families supplied with the best Newcastle Screened Coal. (575, 1258, 728, 1279)
removal-date: Dunedin, July, 1869. (566, 343, 641, 354)
intro-line-4: OF THE (86, 158, 111, 167)
